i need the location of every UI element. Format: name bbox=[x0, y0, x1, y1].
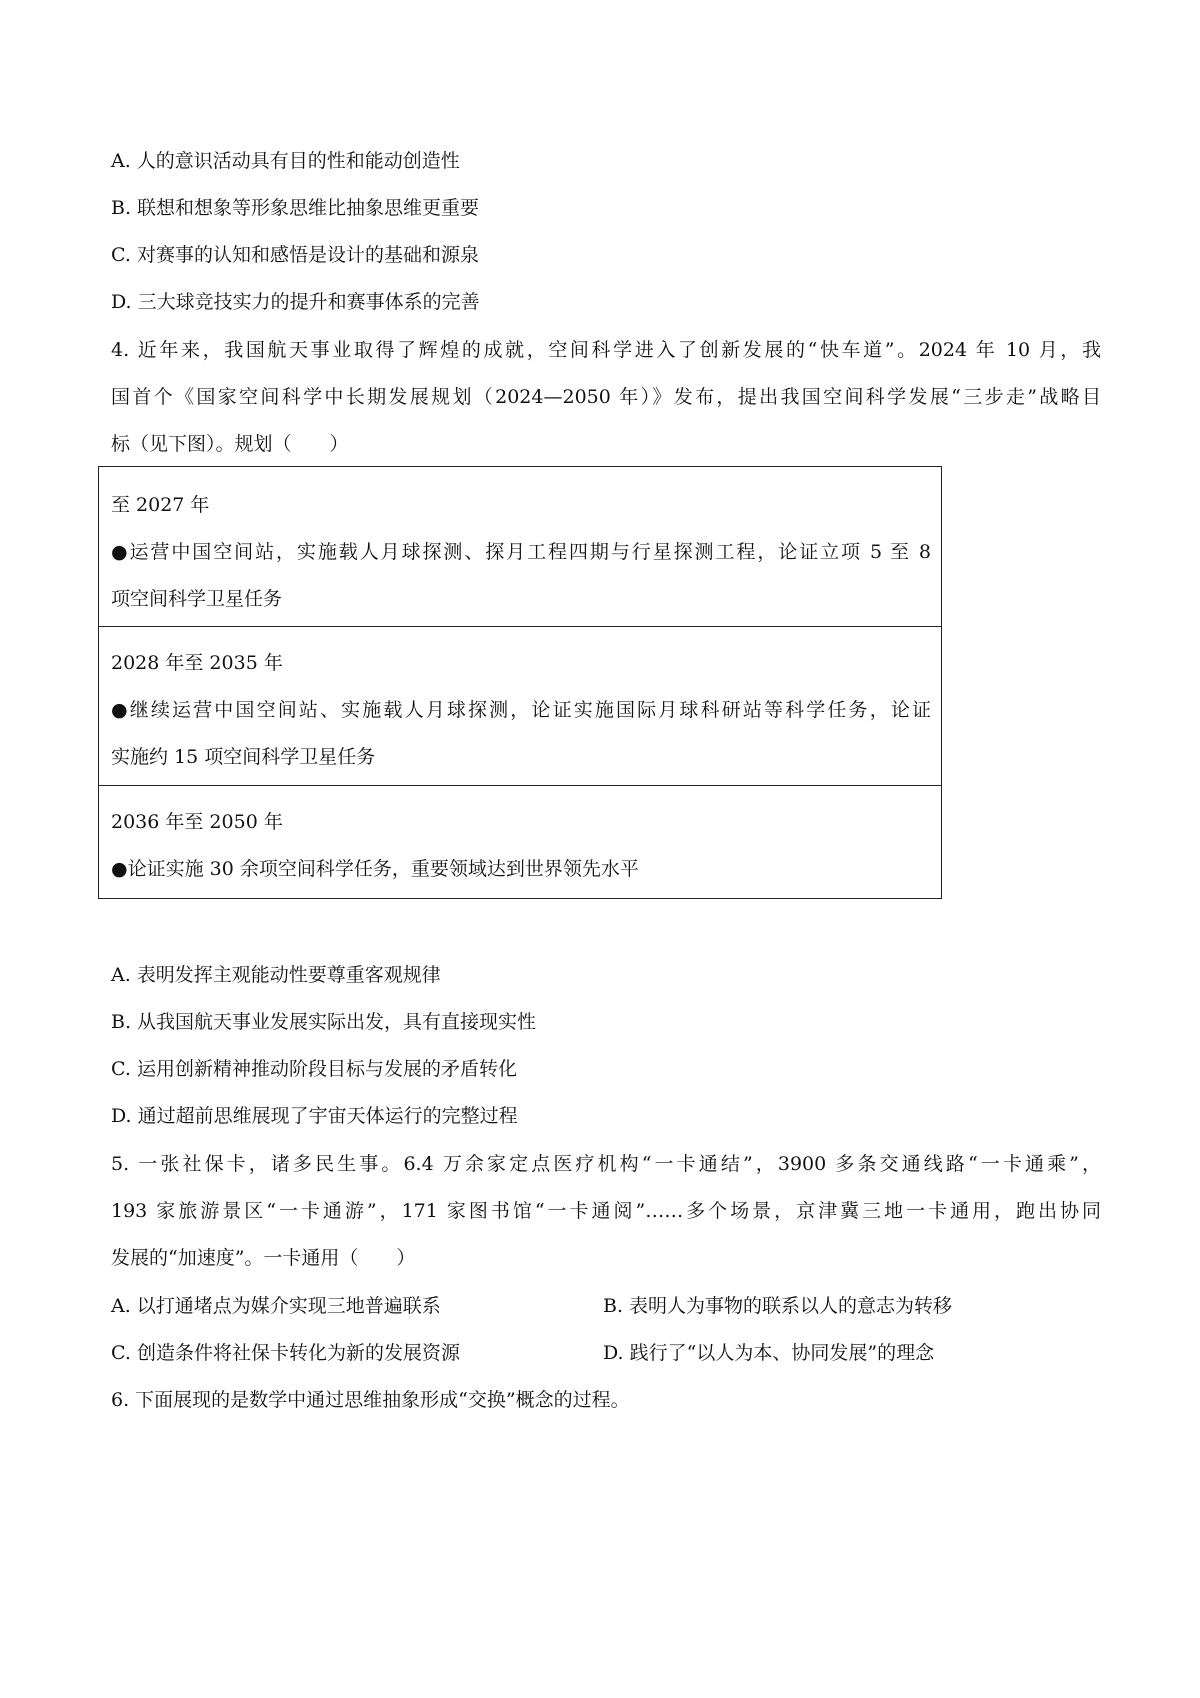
q4-option-d: D. 通过超前思维展现了宇宙天体运行的完整过程 bbox=[111, 1105, 518, 1127]
q5-stem-line-3: 发展的“加速度”。一卡通用（ ） bbox=[111, 1247, 416, 1269]
table-row-period: 2036 年至 2050 年 bbox=[111, 811, 283, 833]
q5-option-d: D. 践行了“以人为本、协同发展”的理念 bbox=[603, 1342, 935, 1364]
table-row-line: 项空间科学卫星任务 bbox=[111, 588, 283, 610]
table-row-line: ●论证实施 30 余项空间科学任务，重要领域达到世界领先水平 bbox=[111, 858, 639, 880]
table-row-period: 至 2027 年 bbox=[111, 494, 210, 516]
q3-option-d: D. 三大球竞技实力的提升和赛事体系的完善 bbox=[111, 291, 480, 313]
q4-option-c: C. 运用创新精神推动阶段目标与发展的矛盾转化 bbox=[111, 1058, 517, 1080]
q5-option-b: B. 表明人为事物的联系以人的意志为转移 bbox=[603, 1295, 953, 1317]
table-row bbox=[99, 467, 941, 627]
q4-option-a: A. 表明发挥主观能动性要尊重客观规律 bbox=[111, 964, 441, 986]
q3-option-b: B. 联想和想象等形象思维比抽象思维更重要 bbox=[111, 197, 480, 219]
q5-stem-line-1: 5. 一张社保卡，诸多民生事。6.4 万余家定点医疗机构“一卡通结”，3900 多条交通线路“一卡通乘”， bbox=[111, 1153, 1101, 1175]
table-row-line: 实施约 15 项空间科学卫星任务 bbox=[111, 746, 376, 768]
q4-stem-line-3: 标（见下图）。规划（ ） bbox=[111, 433, 349, 455]
q4-stem-line-2: 国首个《国家空间科学中长期发展规划（2024—2050 年）》发布，提出我国空间科学发展“三步走”战略目 bbox=[111, 386, 1101, 408]
q3-option-a: A. 人的意识活动具有目的性和能动创造性 bbox=[111, 150, 460, 172]
q3-option-c: C. 对赛事的认知和感悟是设计的基础和源泉 bbox=[111, 244, 479, 266]
q5-option-c: C. 创造条件将社保卡转化为新的发展资源 bbox=[111, 1342, 460, 1364]
q5-stem-line-2: 193 家旅游景区“一卡通游”，171 家图书馆“一卡通阅”……多个场景，京津冀三地一卡通用，跑出协同 bbox=[111, 1200, 1101, 1222]
table-row-line: ●运营中国空间站，实施载人月球探测、探月工程四期与行星探测工程，论证立项 5 至 8 bbox=[111, 541, 931, 563]
table-row bbox=[99, 627, 941, 786]
q4-option-b: B. 从我国航天事业发展实际出发，具有直接现实性 bbox=[111, 1011, 537, 1033]
table-row bbox=[99, 786, 941, 898]
table-row-period: 2028 年至 2035 年 bbox=[111, 652, 283, 674]
q6-stem: 6. 下面展现的是数学中通过思维抽象形成“交换”概念的过程。 bbox=[111, 1389, 630, 1411]
table-row-line: ●继续运营中国空间站、实施载人月球探测，论证实施国际月球科研站等科学任务，论证 bbox=[111, 699, 931, 721]
q4-stem-line-1: 4. 近年来，我国航天事业取得了辉煌的成就，空间科学进入了创新发展的“快车道”。2024 年 10 月，我 bbox=[111, 339, 1101, 361]
q5-option-a: A. 以打通堵点为媒介实现三地普遍联系 bbox=[111, 1295, 441, 1317]
strategy-table bbox=[98, 466, 942, 899]
